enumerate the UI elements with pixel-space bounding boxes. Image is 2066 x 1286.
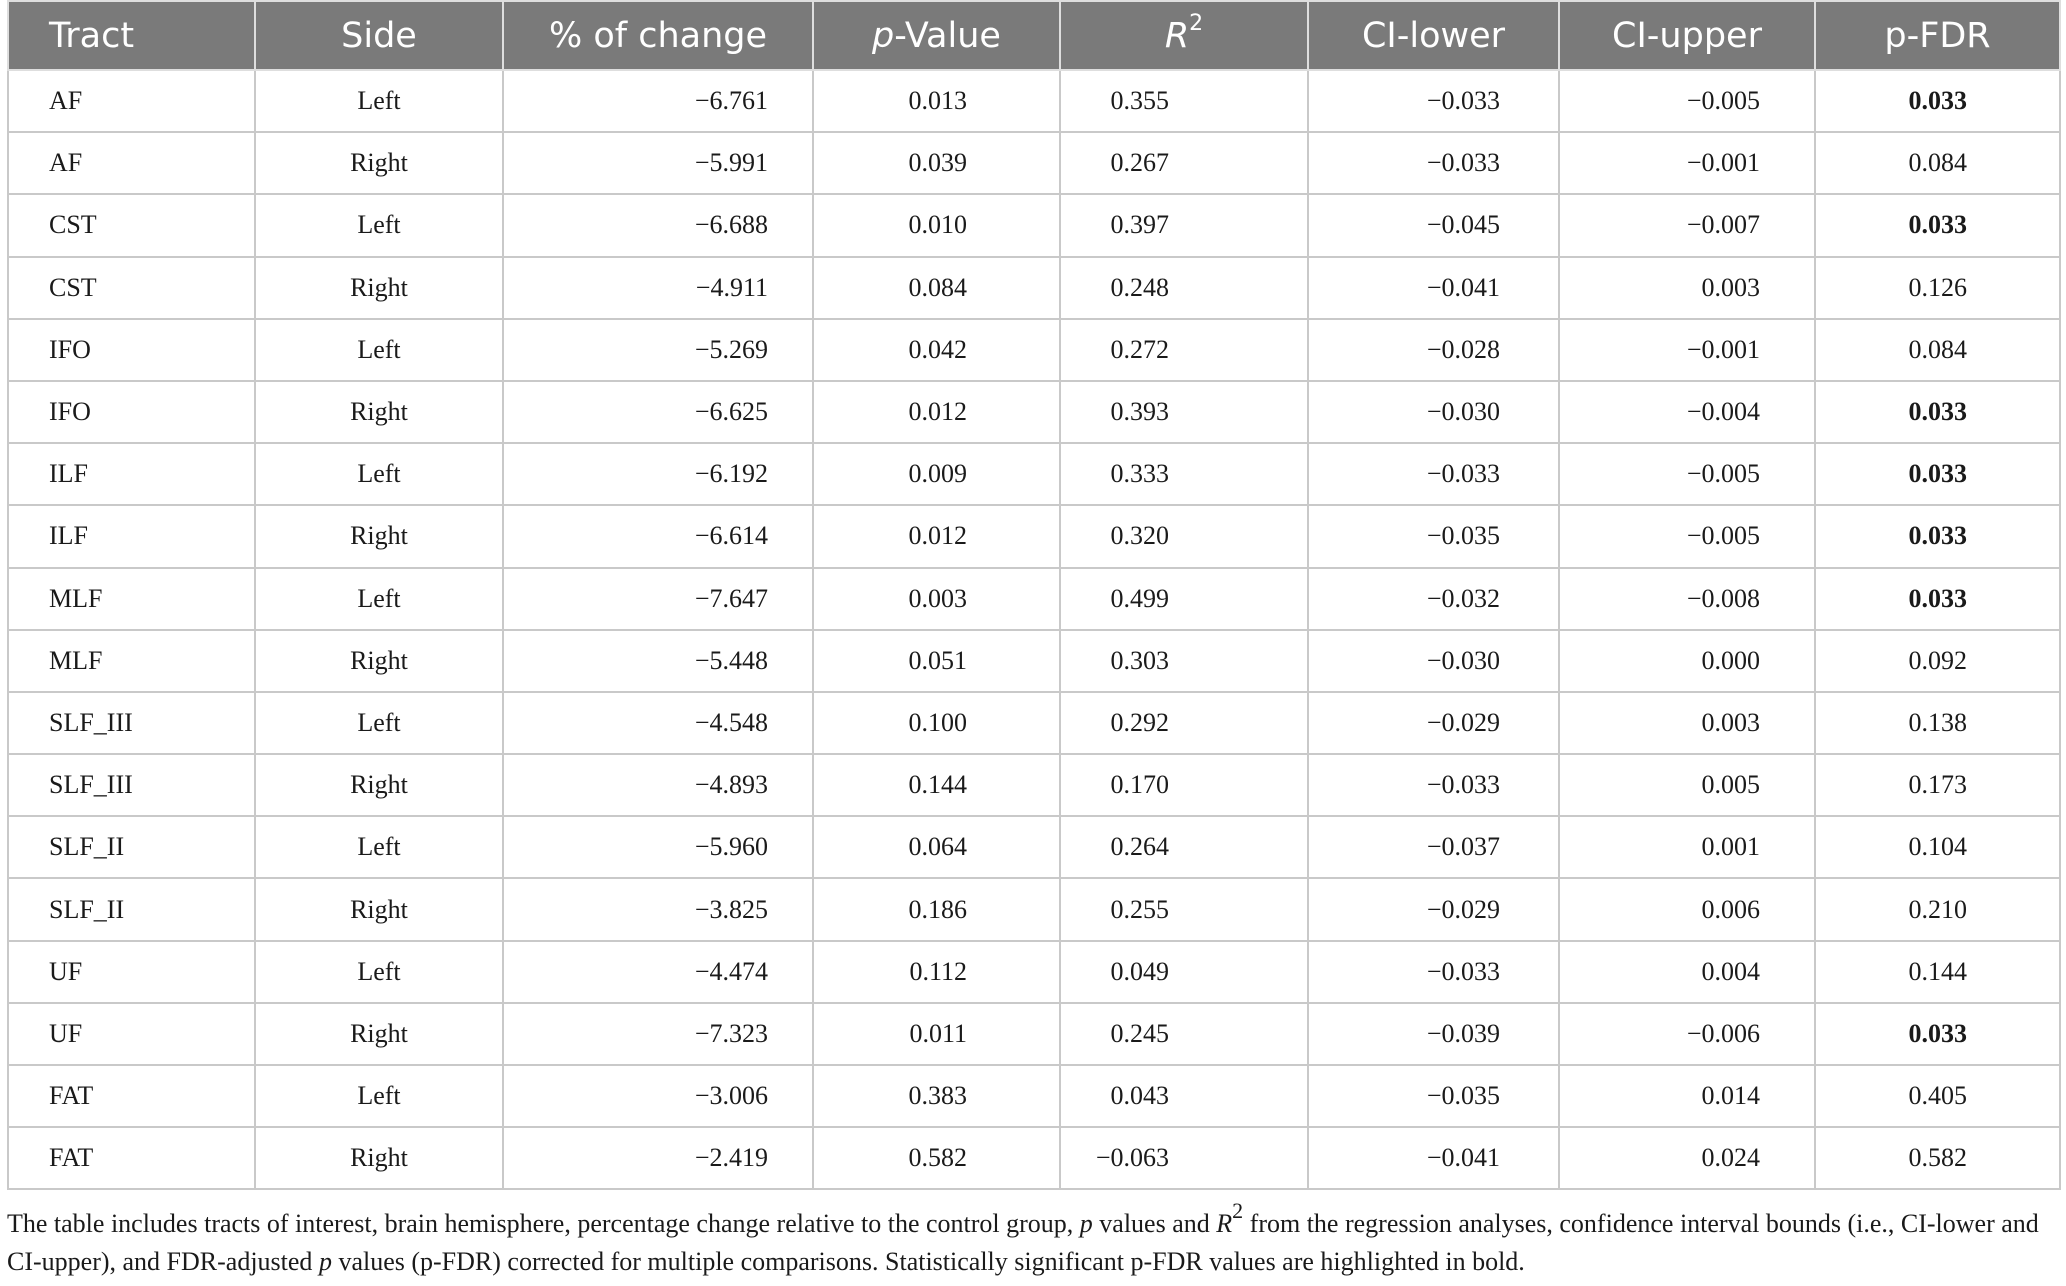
cell-p-value: 0.042 xyxy=(813,319,1060,381)
table-row xyxy=(8,70,2060,132)
cell-tract: AF xyxy=(8,132,255,194)
cell-p-fdr: 0.033 xyxy=(1815,381,2060,443)
cell-r2: 0.255 xyxy=(1060,878,1308,940)
table-footnote xyxy=(7,1198,2059,1281)
cell-ci-upper: 0.005 xyxy=(1559,754,1815,816)
cell-tract: FAT xyxy=(8,1127,255,1189)
cell-ci-upper: 0.024 xyxy=(1559,1127,1815,1189)
cell-side: Right xyxy=(255,630,503,692)
cell-p-value: 0.003 xyxy=(813,568,1060,630)
cell-ci-upper: −0.005 xyxy=(1559,70,1815,132)
header-pct-change: % of change xyxy=(503,1,813,70)
cell-ci-lower: −0.037 xyxy=(1308,816,1559,878)
cell-ci-upper: −0.008 xyxy=(1559,568,1815,630)
cell-side: Left xyxy=(255,194,503,256)
cell-p-fdr: 0.092 xyxy=(1815,630,2060,692)
cell-pct-change: −5.960 xyxy=(503,816,813,878)
cell-r2: 0.272 xyxy=(1060,319,1308,381)
cell-pct-change: −5.448 xyxy=(503,630,813,692)
cell-ci-lower: −0.033 xyxy=(1308,443,1559,505)
cell-side: Right xyxy=(255,505,503,567)
cell-p-value: 0.582 xyxy=(813,1127,1060,1189)
cell-side: Left xyxy=(255,692,503,754)
cell-tract: UF xyxy=(8,941,255,1003)
cell-pct-change: −6.192 xyxy=(503,443,813,505)
header-side: Side xyxy=(255,1,503,70)
cell-side: Left xyxy=(255,568,503,630)
cell-p-value: 0.039 xyxy=(813,132,1060,194)
cell-p-value: 0.013 xyxy=(813,70,1060,132)
table-row xyxy=(8,878,2060,940)
cell-side: Left xyxy=(255,941,503,1003)
cell-p-fdr: 0.405 xyxy=(1815,1065,2060,1127)
cell-r2: 0.043 xyxy=(1060,1065,1308,1127)
table-row xyxy=(8,941,2060,1003)
cell-r2: 0.264 xyxy=(1060,816,1308,878)
cell-p-fdr: 0.138 xyxy=(1815,692,2060,754)
cell-r2: 0.303 xyxy=(1060,630,1308,692)
cell-p-fdr: 0.144 xyxy=(1815,941,2060,1003)
cell-tract: ILF xyxy=(8,443,255,505)
table-row xyxy=(8,319,2060,381)
cell-ci-upper: 0.006 xyxy=(1559,878,1815,940)
cell-ci-upper: 0.014 xyxy=(1559,1065,1815,1127)
cell-r2: 0.292 xyxy=(1060,692,1308,754)
cell-ci-upper: 0.000 xyxy=(1559,630,1815,692)
cell-ci-upper: −0.005 xyxy=(1559,443,1815,505)
cell-r2: 0.049 xyxy=(1060,941,1308,1003)
cell-tract: CST xyxy=(8,194,255,256)
cell-ci-upper: −0.004 xyxy=(1559,381,1815,443)
cell-ci-upper: 0.004 xyxy=(1559,941,1815,1003)
cell-ci-upper: 0.003 xyxy=(1559,692,1815,754)
cell-pct-change: −5.991 xyxy=(503,132,813,194)
cell-pct-change: −4.474 xyxy=(503,941,813,1003)
cell-tract: SLF_II xyxy=(8,816,255,878)
cell-pct-change: −4.893 xyxy=(503,754,813,816)
cell-pct-change: −5.269 xyxy=(503,319,813,381)
cell-pct-change: −4.548 xyxy=(503,692,813,754)
table-header-row xyxy=(8,1,2060,70)
cell-ci-lower: −0.045 xyxy=(1308,194,1559,256)
cell-ci-lower: −0.035 xyxy=(1308,505,1559,567)
cell-ci-lower: −0.030 xyxy=(1308,381,1559,443)
cell-p-fdr: 0.104 xyxy=(1815,816,2060,878)
header-ci-upper: CI-upper xyxy=(1559,1,1815,70)
cell-p-fdr: 0.582 xyxy=(1815,1127,2060,1189)
cell-p-fdr: 0.033 xyxy=(1815,1003,2060,1065)
cell-tract: ILF xyxy=(8,505,255,567)
cell-tract: UF xyxy=(8,1003,255,1065)
cell-side: Right xyxy=(255,132,503,194)
cell-p-fdr: 0.084 xyxy=(1815,319,2060,381)
cell-pct-change: −3.825 xyxy=(503,878,813,940)
table-row xyxy=(8,443,2060,505)
cell-ci-lower: −0.029 xyxy=(1308,692,1559,754)
cell-pct-change: −2.419 xyxy=(503,1127,813,1189)
cell-pct-change: −6.625 xyxy=(503,381,813,443)
cell-tract: MLF xyxy=(8,568,255,630)
cell-p-value: 0.084 xyxy=(813,257,1060,319)
cell-ci-lower: −0.033 xyxy=(1308,132,1559,194)
cell-p-value: 0.112 xyxy=(813,941,1060,1003)
cell-p-fdr: 0.033 xyxy=(1815,194,2060,256)
cell-ci-upper: 0.003 xyxy=(1559,257,1815,319)
cell-p-value: 0.100 xyxy=(813,692,1060,754)
results-table xyxy=(7,0,2061,1190)
results-table-container xyxy=(7,0,2059,1190)
header-p-value xyxy=(813,1,1060,70)
cell-r2: 0.499 xyxy=(1060,568,1308,630)
footnote-r-italic: R xyxy=(1216,1209,1233,1238)
cell-pct-change: −7.323 xyxy=(503,1003,813,1065)
cell-p-fdr: 0.210 xyxy=(1815,878,2060,940)
cell-p-value: 0.010 xyxy=(813,194,1060,256)
table-row xyxy=(8,568,2060,630)
cell-r2: −0.063 xyxy=(1060,1127,1308,1189)
cell-pct-change: −6.688 xyxy=(503,194,813,256)
footnote-text-2: values and xyxy=(1092,1209,1217,1238)
cell-p-fdr: 0.033 xyxy=(1815,443,2060,505)
cell-side: Right xyxy=(255,754,503,816)
cell-ci-lower: −0.041 xyxy=(1308,1127,1559,1189)
table-row xyxy=(8,1003,2060,1065)
cell-ci-lower: −0.041 xyxy=(1308,257,1559,319)
cell-pct-change: −7.647 xyxy=(503,568,813,630)
header-tract: Tract xyxy=(8,1,255,70)
cell-p-value: 0.064 xyxy=(813,816,1060,878)
header-p-fdr: p-FDR xyxy=(1815,1,2060,70)
cell-p-value: 0.012 xyxy=(813,381,1060,443)
cell-tract: IFO xyxy=(8,381,255,443)
cell-pct-change: −6.614 xyxy=(503,505,813,567)
cell-side: Left xyxy=(255,443,503,505)
table-row xyxy=(8,630,2060,692)
cell-side: Left xyxy=(255,319,503,381)
cell-p-value: 0.051 xyxy=(813,630,1060,692)
footnote-text-4: values (p-FDR) corrected for multiple comparisons. Statistically significant p-FDR values are highlighted in bold. xyxy=(331,1247,1525,1276)
footnote-p-italic-1: p xyxy=(1079,1209,1093,1238)
header-r2-sup: 2 xyxy=(1189,10,1204,36)
footnote-p-italic-2: p xyxy=(318,1247,332,1276)
cell-ci-upper: −0.006 xyxy=(1559,1003,1815,1065)
cell-r2: 0.267 xyxy=(1060,132,1308,194)
cell-ci-lower: −0.039 xyxy=(1308,1003,1559,1065)
table-row xyxy=(8,505,2060,567)
cell-ci-upper: 0.001 xyxy=(1559,816,1815,878)
cell-r2: 0.320 xyxy=(1060,505,1308,567)
cell-tract: IFO xyxy=(8,319,255,381)
cell-p-value: 0.012 xyxy=(813,505,1060,567)
table-row xyxy=(8,381,2060,443)
cell-p-value: 0.011 xyxy=(813,1003,1060,1065)
cell-tract: MLF xyxy=(8,630,255,692)
cell-r2: 0.170 xyxy=(1060,754,1308,816)
table-row xyxy=(8,1127,2060,1189)
cell-r2: 0.393 xyxy=(1060,381,1308,443)
cell-ci-upper: −0.007 xyxy=(1559,194,1815,256)
cell-p-value: 0.009 xyxy=(813,443,1060,505)
cell-tract: AF xyxy=(8,70,255,132)
cell-ci-upper: −0.005 xyxy=(1559,505,1815,567)
table-row xyxy=(8,754,2060,816)
cell-r2: 0.397 xyxy=(1060,194,1308,256)
cell-p-fdr: 0.033 xyxy=(1815,70,2060,132)
cell-side: Right xyxy=(255,1127,503,1189)
header-p-value-italic: p xyxy=(872,15,895,56)
cell-ci-lower: −0.028 xyxy=(1308,319,1559,381)
cell-p-fdr: 0.126 xyxy=(1815,257,2060,319)
cell-r2: 0.333 xyxy=(1060,443,1308,505)
cell-p-value: 0.144 xyxy=(813,754,1060,816)
cell-pct-change: −6.761 xyxy=(503,70,813,132)
cell-side: Left xyxy=(255,70,503,132)
cell-side: Right xyxy=(255,878,503,940)
table-body xyxy=(8,70,2060,1189)
header-r2 xyxy=(1060,1,1308,70)
table-row xyxy=(8,692,2060,754)
cell-ci-lower: −0.032 xyxy=(1308,568,1559,630)
cell-p-fdr: 0.033 xyxy=(1815,505,2060,567)
cell-side: Right xyxy=(255,381,503,443)
table-row xyxy=(8,194,2060,256)
cell-ci-lower: −0.035 xyxy=(1308,1065,1559,1127)
cell-r2: 0.245 xyxy=(1060,1003,1308,1065)
table-row xyxy=(8,257,2060,319)
header-ci-lower: CI-lower xyxy=(1308,1,1559,70)
cell-p-fdr: 0.033 xyxy=(1815,568,2060,630)
footnote-text-1: The table includes tracts of interest, brain hemisphere, percentage change relative to the control group, xyxy=(7,1209,1080,1238)
cell-tract: SLF_II xyxy=(8,878,255,940)
cell-side: Right xyxy=(255,1003,503,1065)
cell-ci-upper: −0.001 xyxy=(1559,319,1815,381)
cell-ci-lower: −0.033 xyxy=(1308,70,1559,132)
cell-p-value: 0.383 xyxy=(813,1065,1060,1127)
header-p-value-text: -Value xyxy=(894,15,1001,56)
cell-ci-lower: −0.033 xyxy=(1308,941,1559,1003)
cell-tract: SLF_III xyxy=(8,754,255,816)
cell-p-value: 0.186 xyxy=(813,878,1060,940)
cell-tract: CST xyxy=(8,257,255,319)
cell-pct-change: −3.006 xyxy=(503,1065,813,1127)
cell-side: Left xyxy=(255,816,503,878)
cell-p-fdr: 0.084 xyxy=(1815,132,2060,194)
cell-side: Left xyxy=(255,1065,503,1127)
footnote-r-sup: 2 xyxy=(1232,1198,1244,1224)
cell-r2: 0.248 xyxy=(1060,257,1308,319)
cell-tract: FAT xyxy=(8,1065,255,1127)
cell-tract: SLF_III xyxy=(8,692,255,754)
cell-ci-lower: −0.030 xyxy=(1308,630,1559,692)
table-row xyxy=(8,816,2060,878)
cell-pct-change: −4.911 xyxy=(503,257,813,319)
header-r2-base: R xyxy=(1164,15,1190,56)
cell-r2: 0.355 xyxy=(1060,70,1308,132)
cell-ci-lower: −0.033 xyxy=(1308,754,1559,816)
table-row xyxy=(8,132,2060,194)
cell-side: Right xyxy=(255,257,503,319)
cell-ci-lower: −0.029 xyxy=(1308,878,1559,940)
table-row xyxy=(8,1065,2060,1127)
footnote-text-3: from the regression analyses, confidence interval bounds (i.e., CI-lower and CI-upper), and FDR-adjusted xyxy=(7,1209,2039,1276)
cell-ci-upper: −0.001 xyxy=(1559,132,1815,194)
cell-p-fdr: 0.173 xyxy=(1815,754,2060,816)
